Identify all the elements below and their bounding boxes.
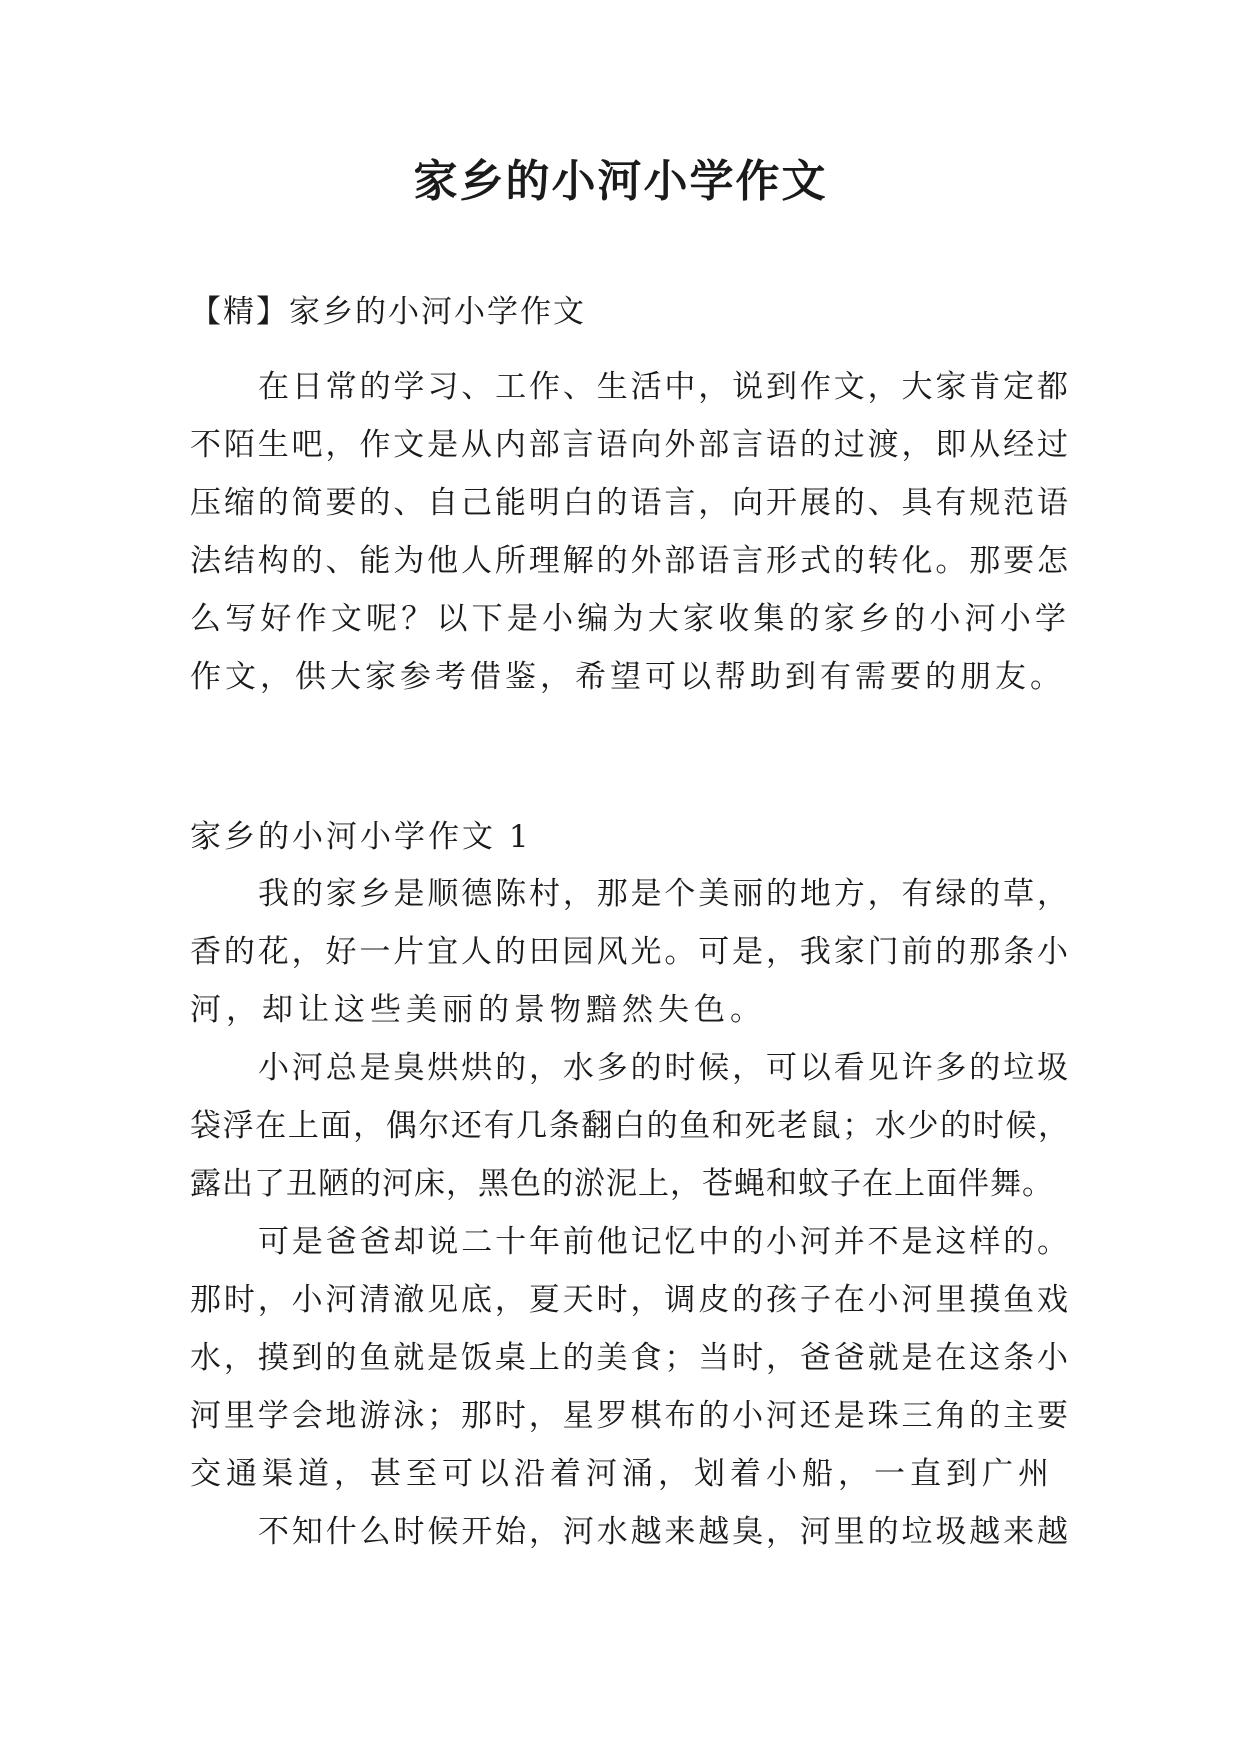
text-line: 不知什么时候开始，河水越来越臭，河里的垃圾越来越: [258, 1514, 1070, 1550]
document-title: 家乡的小河小学作文: [413, 156, 828, 207]
text-line: 交通渠道，甚至可以沿着河涌，划着小船，一直到广州: [190, 1456, 1054, 1492]
text-line: 那时，小河清澈见底，夏天时，调皮的孩子在小河里摸鱼戏: [190, 1282, 1070, 1318]
text-line: 作文，供大家参考借鉴，希望可以帮助到有需要的朋友。: [190, 659, 1065, 695]
text-line: 压缩的简要的、自己能明白的语言，向开展的、具有规范语: [190, 485, 1070, 521]
text-line: 可是爸爸却说二十年前他记忆中的小河并不是这样的。: [258, 1224, 1070, 1260]
text-line: 小河总是臭烘烘的，水多的时候，可以看见许多的垃圾: [258, 1050, 1070, 1086]
paragraph-2: [190, 1039, 1070, 1213]
text-line: 河里学会地游泳；那时，星罗棋布的小河还是珠三角的主要: [190, 1398, 1070, 1434]
intro-paragraph: [190, 358, 1070, 706]
text-line: 么写好作文呢？以下是小编为大家收集的家乡的小河小学: [190, 601, 1070, 637]
paragraph-3: [190, 1213, 1070, 1503]
document-subtitle: 【精】家乡的小河小学作文: [190, 294, 586, 330]
section-heading: 家乡的小河小学作文 1: [190, 819, 532, 855]
text-line: 我的家乡是顺德陈村，那是个美丽的地方，有绿的草，: [258, 876, 1070, 912]
paragraph-1: [190, 865, 1070, 1039]
text-line: 袋浮在上面，偶尔还有几条翻白的鱼和死老鼠；水少的时候，: [190, 1108, 1070, 1144]
text-line: 在日常的学习、工作、生活中，说到作文，大家肯定都: [258, 369, 1070, 405]
text-line: 水，摸到的鱼就是饭桌上的美食；当时，爸爸就是在这条小: [190, 1340, 1070, 1376]
text-line: 露出了丑陋的河床，黑色的淤泥上，苍蝇和蚊子在上面伴舞。: [190, 1166, 1054, 1202]
text-line: 香的花，好一片宜人的田园风光。可是，我家门前的那条小: [190, 934, 1070, 970]
paragraph-4: [190, 1503, 1070, 1561]
text-line: 河，却让这些美丽的景物黯然失色。: [190, 992, 766, 1028]
text-line: 不陌生吧，作文是从内部言语向外部言语的过渡，即从经过: [190, 427, 1070, 463]
text-line: 法结构的、能为他人所理解的外部语言形式的转化。那要怎: [190, 543, 1070, 579]
